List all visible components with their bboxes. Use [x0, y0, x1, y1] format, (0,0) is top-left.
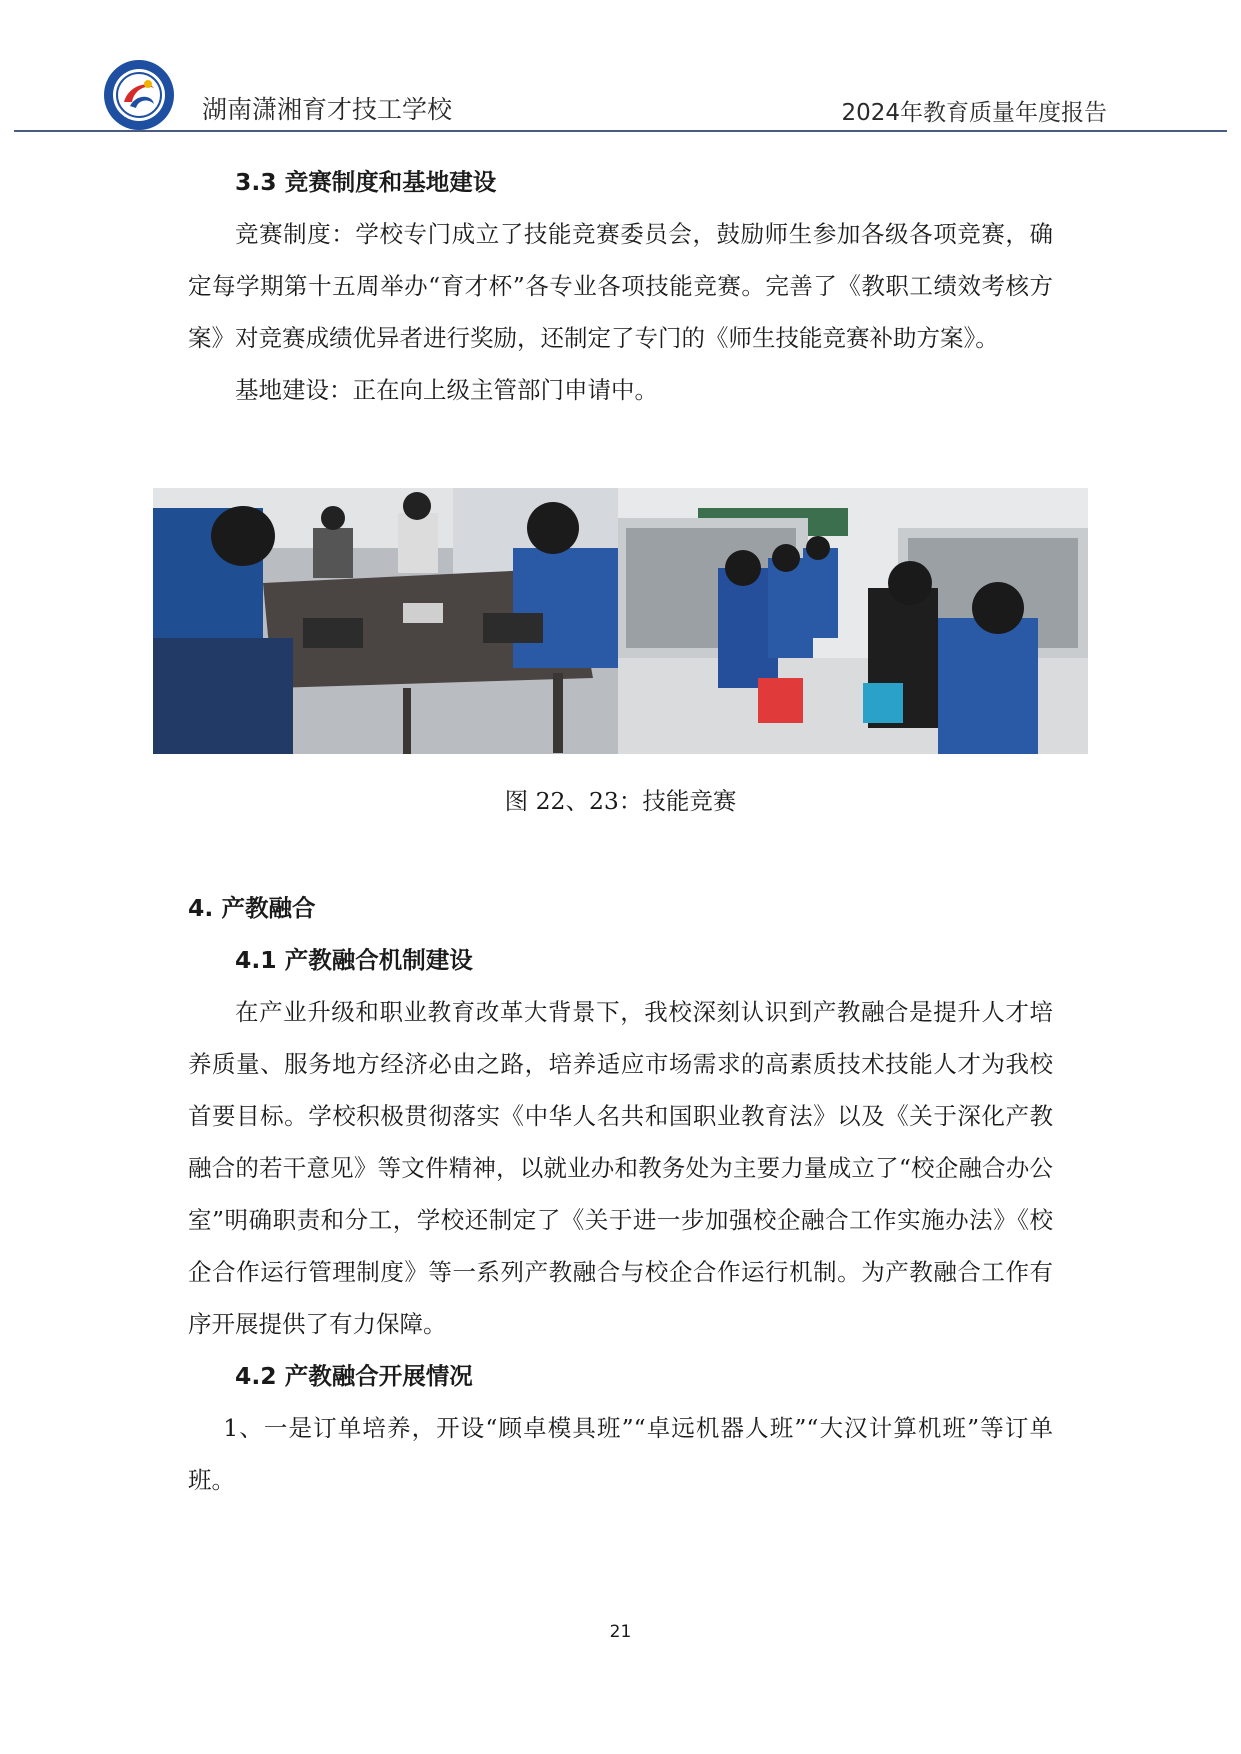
electrical-lab-photo	[618, 488, 1088, 754]
section-heading: 3.3 竞赛制度和基地建设	[235, 168, 497, 196]
base-construction-paragraph: 基地建设：正在向上级主管部门申请中。	[235, 376, 658, 404]
school-logo-icon	[102, 58, 176, 132]
section-4	[188, 882, 1053, 1506]
page-number: 21	[609, 1622, 632, 1642]
subsection-heading: 4.1 产教融合机制建设	[235, 946, 473, 974]
section-heading: 4. 产教融合	[188, 894, 316, 922]
school-name: 湖南潇湘育才技工学校	[202, 95, 453, 124]
report-title: 2024年教育质量年度报告	[841, 100, 1107, 126]
competition-system-paragraph: 竞赛制度：学校专门成立了技能竞赛委员会，鼓励师生参加各级各项竞赛，确定每学期第十五周举办“育才杯”各专业各项技能竞赛。完善了《教职工绩效考核方案》对竞赛成绩优异者进行奖励，还制定了专门的《师生技能竞赛补助方案》。	[188, 220, 1053, 352]
figure-caption: 图 22、23：技能竞赛	[504, 787, 737, 815]
workshop-photo	[153, 488, 618, 754]
figure-photos	[153, 488, 1088, 754]
mechanism-paragraph: 在产业升级和职业教育改革大背景下，我校深刻认识到产教融合是提升人才培养质量、服务地方经济必由之路，培养适应市场需求的高素质技术技能人才为我校首要目标。学校积极贯彻落实《中华人名共和国职业教育法》以及《关于深化产教融合的若干意见》等文件精神，以就业办和教务处为主要力量成立了“校企融合办公室”明确职责和分工，学校还制定了《关于进一步加强校企融合工作实施办法》《校企合作运行管理制度》等一系列产教融合与校企合作运行机制。为产教融合工作有序开展提供了有力保障。	[188, 998, 1053, 1338]
page-header	[14, 0, 1227, 132]
subsection-heading: 4.2 产教融合开展情况	[235, 1362, 473, 1390]
implementation-paragraph: 1、一是订单培养，开设“顾卓模具班”“卓远机器人班”“大汉计算机班”等订单班。	[188, 1414, 1053, 1494]
section-3-3	[188, 156, 1053, 416]
